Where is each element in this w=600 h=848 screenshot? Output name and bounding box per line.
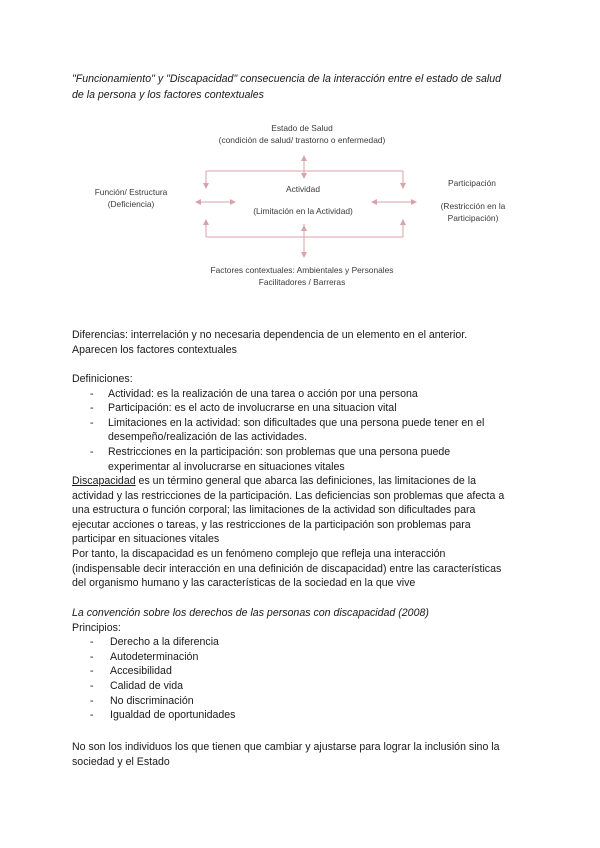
list-item-text: Igualdad de oportunidades xyxy=(110,709,236,722)
list-item xyxy=(72,664,542,679)
actividad-title: Actividad xyxy=(286,184,320,194)
conclusion-line-2: sociedad y el Estado xyxy=(72,755,170,768)
convencion-section xyxy=(72,606,542,723)
discapacidad-term: Discapacidad xyxy=(72,475,136,487)
factores-line-1: Factores contextuales: Ambientales y Personales xyxy=(210,265,394,275)
participacion-subtitle-2: Participación) xyxy=(447,213,499,223)
list-dash: - xyxy=(90,694,94,707)
list-item xyxy=(72,387,542,402)
principios-list xyxy=(72,635,542,723)
list-item-text: Derecho a la diferencia xyxy=(110,636,219,649)
discapacidad-line-1-rest: es un término general que abarca las definiciones, las limitaciones de la xyxy=(135,475,476,487)
list-item-text: desempeño/realización de las actividades. xyxy=(108,431,308,444)
estado-title: Estado de Salud xyxy=(271,123,333,133)
discapacidad-line: participar en situaciones vitales xyxy=(72,533,220,546)
list-dash: - xyxy=(90,636,94,649)
definiciones-section xyxy=(72,372,542,474)
estado-subtitle: (condición de salud/ trastorno o enfermedad) xyxy=(218,135,386,145)
participacion-title: Participación xyxy=(448,178,496,188)
definiciones-list xyxy=(72,387,542,475)
list-dash: - xyxy=(90,650,94,663)
discapacidad-line: del organismo humano y las características de la sociedad en la que vive xyxy=(72,577,416,590)
heading-line-1: "Funcionamiento" y "Discapacidad" consecuencia de la interacción entre el estado de salud xyxy=(72,73,502,85)
diferencias-paragraph xyxy=(72,328,542,357)
list-item-text: Calidad de vida xyxy=(110,679,184,692)
list-item xyxy=(72,445,542,474)
factores-line-2: Facilitadores / Barreras xyxy=(258,277,346,287)
list-item xyxy=(72,694,542,709)
conclusion-line-1: No son los individuos los que tienen que cambiar y ajustarse para lograr la inclusión sino la xyxy=(72,741,500,753)
discapacidad-line: actividad y las restricciones de la participación. Las deficiencias son problemas que afecta a xyxy=(72,489,505,502)
list-dash: - xyxy=(90,445,94,458)
definiciones-title: Definiciones: xyxy=(72,373,133,385)
list-dash: - xyxy=(90,709,94,722)
funcion-title: Función/ Estructura xyxy=(94,187,168,197)
discapacidad-line: (indispensable decir interacción en una definición de discapacidad) entre las características xyxy=(72,562,502,575)
list-dash: - xyxy=(90,387,94,400)
list-item-text: No discriminación xyxy=(110,694,194,707)
list-item-text: Participación: es el acto de involucrarse en una situacion vital xyxy=(108,402,397,415)
list-item xyxy=(72,416,542,445)
list-dash: - xyxy=(90,402,94,415)
list-item-text: experimentar al involucrarse en situaciones vitales xyxy=(108,460,345,473)
discapacidad-line: una estructura o función corporal; las limitaciones de la actividad son dificultades para xyxy=(72,504,476,517)
funcion-subtitle: (Deficiencia) xyxy=(107,199,155,209)
actividad-subtitle: (Limitación en la Actividad) xyxy=(253,206,353,216)
list-item-text: Accesibilidad xyxy=(110,665,172,678)
list-dash: - xyxy=(90,665,94,678)
heading-line-2: de la persona y los factores contextuales xyxy=(72,89,264,101)
list-item-text: Actividad: es la realización de una tarea o acción por una persona xyxy=(108,387,418,400)
icf-diagram xyxy=(0,0,600,300)
list-item xyxy=(72,679,542,694)
principios-label: Principios: xyxy=(72,621,121,634)
discapacidad-line: Por tanto, la discapacidad es un fenómeno complejo que refleja una interacción xyxy=(72,547,446,560)
list-dash: - xyxy=(90,416,94,429)
discapacidad-paragraph xyxy=(72,474,552,591)
list-dash: - xyxy=(90,679,94,692)
participacion-subtitle-1: (Restricción en la xyxy=(440,201,506,211)
discapacidad-line: ejecutar acciones o tareas, y las restricciones de la participación son problemas para xyxy=(72,518,471,531)
list-item-text: Limitaciones en la actividad: son dificultades que una persona puede tener en el xyxy=(108,416,485,429)
list-item xyxy=(72,708,542,723)
list-item-text: Autodeterminación xyxy=(110,650,199,663)
conclusion-paragraph xyxy=(72,740,552,769)
list-item xyxy=(72,401,542,416)
list-item xyxy=(72,635,542,650)
convencion-title: La convención sobre los derechos de las personas con discapacidad (2008) xyxy=(72,607,429,619)
discapacidad-line-1 xyxy=(72,474,552,489)
list-item-text: Restricciones en la participación: son problemas que una persona puede xyxy=(108,445,451,458)
diferencias-line-2: Aparecen los factores contextuales xyxy=(72,343,237,356)
diferencias-line-1: Diferencias: interrelación y no necesaria dependencia de un elemento en el anterior. xyxy=(72,329,468,341)
list-item xyxy=(72,650,542,665)
